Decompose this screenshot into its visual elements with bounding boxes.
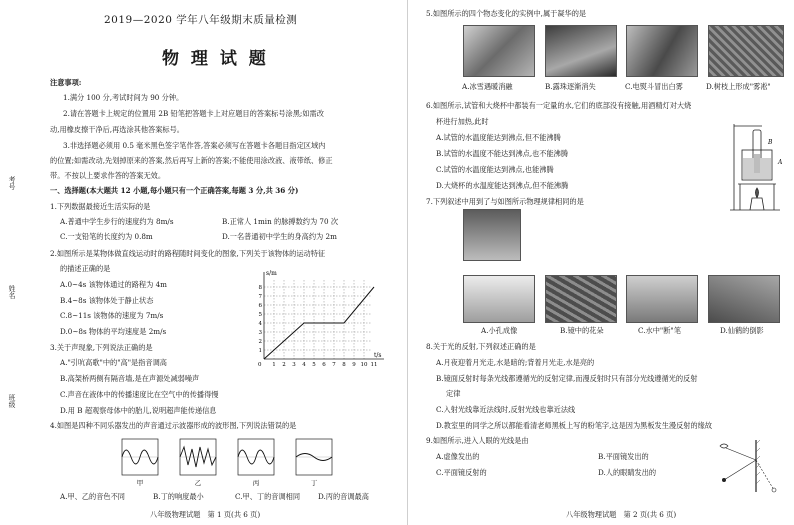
q9-option-b: B.平面镜发出的 bbox=[598, 452, 649, 461]
q7-option-b: B.镜中的花朵 bbox=[560, 326, 604, 335]
side-mark-name: 姓名 bbox=[7, 285, 15, 299]
wave-label: 丙 bbox=[252, 479, 260, 487]
q7-image-a bbox=[463, 275, 535, 323]
q9-option-a: A.虚像发出的 bbox=[436, 452, 480, 461]
q5-option-d: D.树枝上形成"雾凇" bbox=[706, 82, 771, 91]
wave-label: 甲 bbox=[136, 479, 144, 487]
q2-xtick: 8 bbox=[342, 362, 346, 368]
q5-option-a: A.冰雪遇暖消融 bbox=[462, 82, 513, 91]
eye-icon bbox=[720, 444, 728, 448]
q4-option-b: B.丁的响度最小 bbox=[153, 492, 204, 501]
q7-image-d bbox=[708, 275, 780, 323]
q7-option-d: D.仙鹤的倒影 bbox=[720, 326, 764, 335]
notice-line: 动,用橡皮擦干净后,再选涂其他答案标号。 bbox=[50, 125, 184, 134]
q6-option-d: D.大烧杯的水温度能达到沸点,但不能沸腾 bbox=[436, 181, 569, 190]
q2-option-d: D.0~8s 物体的平均速度是 2m/s bbox=[60, 327, 167, 336]
q6-option-c: C.试管的水温度能达到沸点,也能沸腾 bbox=[436, 165, 554, 174]
q7-stem: 7.下列叙述中用到了与如图所示物理规律相同的是 bbox=[426, 197, 584, 206]
q4-stem: 4.如图是四种不同乐器发出的声音通过示波器形成的波形图,下列说法错误的是 bbox=[50, 421, 297, 430]
q6-apparatus bbox=[728, 118, 788, 216]
q2-xtick: 3 bbox=[292, 362, 296, 368]
q5-option-c: C.电熨斗冒出白雾 bbox=[625, 82, 683, 91]
right-footer: 八年级物理试题 第 2 页(共 6 页) bbox=[566, 510, 677, 519]
exam-title: 物 理 试 题 bbox=[162, 49, 269, 69]
q7-option-c: C.水中"断"笔 bbox=[638, 326, 681, 335]
q7-main-image bbox=[463, 209, 521, 261]
q2-xtick: 1 bbox=[272, 362, 276, 368]
q2-option-b: B.4~8s 该物体处于静止状态 bbox=[60, 296, 154, 305]
q5-image-d bbox=[708, 25, 784, 77]
notice-line: 2.请在答题卡上规定的位置用 2B 铅笔把答题卡上对应题目的答案标号涂黑;如需改 bbox=[63, 109, 324, 118]
q2-xtick: 5 bbox=[312, 362, 316, 368]
notice-line: 3.非选择题必须用 0.5 毫米黑色签字笔作答,答案必须写在答题卡各题目指定区域内 bbox=[63, 141, 326, 150]
q7-image-b bbox=[545, 275, 617, 323]
q4-option-d: D.丙的音调最高 bbox=[318, 492, 369, 501]
q4-option-a: A.甲、乙的音色不同 bbox=[60, 492, 125, 501]
q9-stem: 9.如图所示,进入人眼的光线是由 bbox=[426, 436, 529, 445]
section-heading: 一、选择题(本大题共 12 小题,每小题只有一个正确答案,每题 3 分,共 36 分) bbox=[50, 186, 299, 195]
q5-image-a bbox=[463, 25, 535, 77]
q8-option-b: B.镜面反射时每条光线都遵循光的反射定律,而漫反射时只有部分光线遵循光的反射 bbox=[436, 374, 698, 383]
q2-xlabel: t/s bbox=[374, 352, 382, 359]
q8-option-b-cont: 定律 bbox=[446, 389, 461, 398]
q2-xtick: 7 bbox=[332, 362, 336, 368]
q2-xtick: 10 bbox=[360, 362, 368, 368]
q9-option-d: D.人的眼睛发出的 bbox=[598, 468, 657, 477]
q2-ytick: 2 bbox=[258, 339, 262, 345]
q3-option-b: B.高架桥两侧有隔音墙,是在声源处减弱噪声 bbox=[60, 374, 200, 383]
q3-option-c: C.声音在液体中的传播速度比在空气中的传播得慢 bbox=[60, 390, 219, 399]
q2-ytick: 5 bbox=[258, 312, 262, 318]
q8-stem: 8.关于光的反射,下列叙述正确的是 bbox=[426, 342, 536, 351]
notice-title: 注意事项: bbox=[50, 78, 82, 87]
q3-option-a: A."引吭高歌"中的"高"是指音调高 bbox=[60, 358, 167, 367]
q2-ytick: 6 bbox=[258, 303, 262, 309]
notice-line: 带。不按以上要求作答的答案无效。 bbox=[50, 171, 166, 180]
q2-xtick: 9 bbox=[352, 362, 356, 368]
q9-option-c: C.平面镜反射的 bbox=[436, 468, 487, 477]
q6-stem: 6.如图所示,试管和大烧杯中都装有一定量的水,它们的底部没有接触,用酒精灯对大烧 bbox=[426, 101, 692, 110]
q6-stem-cont: 杯进行加热,此时 bbox=[436, 117, 489, 126]
q2-xtick: 4 bbox=[302, 362, 306, 368]
q2-xtick: 6 bbox=[322, 362, 326, 368]
q6-label-b: B bbox=[768, 139, 773, 146]
q7-option-a: A.小孔成像 bbox=[481, 326, 518, 335]
q3-option-d: D.用 B 超观察母体中的胎儿,说明超声能传递信息 bbox=[60, 406, 217, 415]
wave-label: 丁 bbox=[310, 479, 318, 487]
q6-label-a: A bbox=[778, 159, 783, 166]
q2-ytick: 1 bbox=[258, 348, 262, 354]
q1-option-d: D.一名普通初中学生的身高约为 2m bbox=[222, 232, 337, 241]
wave-label: 乙 bbox=[194, 479, 202, 487]
left-footer: 八年级物理试题 第 1 页(共 6 页) bbox=[150, 510, 261, 519]
q2-st-graph bbox=[250, 266, 390, 370]
q1-option-c: C.一支铅笔的长度约为 0.8m bbox=[60, 232, 153, 241]
q8-option-a: A.月夜迎着月光走,水是暗的;背着月光走,水是亮的 bbox=[436, 358, 595, 367]
notice-line: 1.满分 100 分,考试时间为 90 分钟。 bbox=[63, 93, 184, 102]
q2-ylabel: s/m bbox=[266, 270, 277, 277]
page-divider bbox=[407, 0, 408, 525]
q1-stem: 1.下列数据最接近生活实际的是 bbox=[50, 202, 151, 211]
q5-stem: 5.如图所示的四个物态变化的实例中,属于凝华的是 bbox=[426, 9, 587, 18]
q4-option-c: C.甲、丁的音调相同 bbox=[235, 492, 301, 501]
side-mark-class: 班级 bbox=[7, 394, 15, 408]
q6-option-a: A.试管的水温度能达到沸点,但不能沸腾 bbox=[436, 133, 561, 142]
q6-option-b: B.试管的水温度不能达到沸点,也不能沸腾 bbox=[436, 149, 569, 158]
exam-header: 2019—2020 学年八年级期末质量检测 bbox=[104, 14, 298, 26]
q2-ytick: 4 bbox=[258, 321, 262, 327]
q3-stem: 3.关于声现象,下列说法正确的是 bbox=[50, 343, 153, 352]
q2-ytick: 7 bbox=[258, 294, 262, 300]
q2-option-c: C.8~11s 该物体的速度为 7m/s bbox=[60, 311, 164, 320]
q1-option-a: A.普通中学生步行的速度约为 8m/s bbox=[60, 217, 174, 226]
q1-option-b: B.正常人 1min 的脉搏数约为 70 次 bbox=[222, 217, 339, 226]
q2-ytick: 3 bbox=[258, 330, 262, 336]
q5-image-c bbox=[626, 25, 698, 77]
q2-xtick: 11 bbox=[370, 362, 378, 368]
side-mark-exam-number: 考号 bbox=[7, 176, 15, 190]
q2-origin: 0 bbox=[258, 362, 262, 368]
q2-option-a: A.0~4s 该物体通过的路程为 4m bbox=[60, 280, 167, 289]
q2-stem-cont: 的描述正确的是 bbox=[60, 264, 111, 273]
q5-option-b: B.露珠逐渐消失 bbox=[545, 82, 596, 91]
q2-xtick: 2 bbox=[282, 362, 286, 368]
q8-option-c: C.入射光线靠近法线时,反射光线也靠近法线 bbox=[436, 405, 576, 414]
q8-option-d: D.教室里的同学之所以都能看清老师黑板上写的粉笔字,这是因为黑板发生漫反射的缘故 bbox=[436, 421, 713, 430]
q4-waveforms bbox=[120, 437, 342, 487]
q9-mirror-diagram bbox=[712, 436, 788, 496]
q2-stem: 2.如图所示是某物体做直线运动时的路程随时间变化的图象,下列关于该物体的运动特征 bbox=[50, 249, 326, 258]
notice-line: 的位置;如需改动,先划掉原来的答案,然后再写上新的答案;不能使用涂改液、液带纸、修正 bbox=[50, 156, 333, 165]
q5-image-b bbox=[545, 25, 617, 77]
q7-image-c bbox=[626, 275, 698, 323]
q2-ytick: 8 bbox=[258, 285, 262, 291]
